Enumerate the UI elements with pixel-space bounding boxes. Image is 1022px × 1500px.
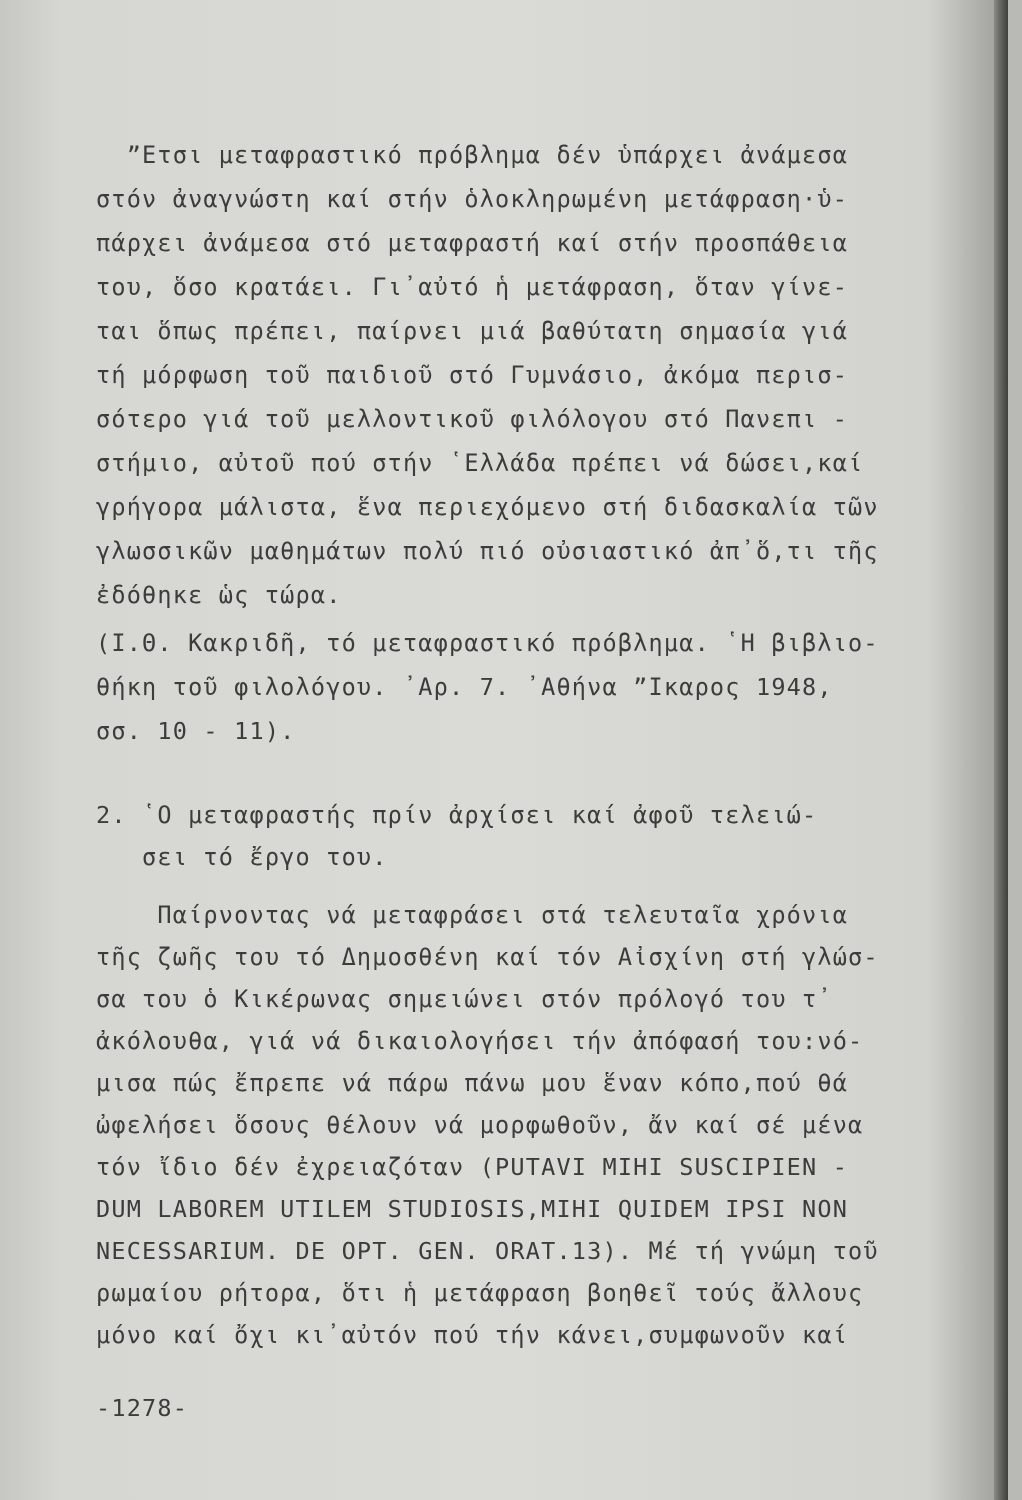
paragraph-2-line: ρωμαίου ρήτορα, ὅτι ἡ μετάφραση βοηθεῖ τούς ἄλλους <box>96 1279 864 1307</box>
page-edge-shadow <box>994 0 1008 1500</box>
paragraph-2-line: NECESSARIUM. DE OPT. GEN. ORAT.13). Μέ τή γνώμη τοῦ <box>96 1237 879 1265</box>
paragraph-1-line: γρήγορα μάλιστα, ἕνα περιεχόμενο στή διδασκαλία τῶν <box>96 493 879 521</box>
page-number: -1278- <box>96 1394 189 1422</box>
paragraph-1-line: σότερο γιά τοῦ μελλοντικοῦ φιλόλογου στό Πανεπι - <box>96 405 849 433</box>
paragraph-2-line: Παίρνοντας νά μεταφράσει στά τελευταῖα χρόνια <box>96 901 849 929</box>
section-heading-line: σει τό ἔργο του. <box>96 843 388 871</box>
paragraph-1-line: στόν ἀναγνώστη καί στήν ὁλοκληρωμένη μετάφραση·ὑ- <box>96 185 849 213</box>
paragraph-1-line: γλωσσικῶν μαθημάτων πολύ πιό οὐσιαστικό ἀπ᾽ὅ,τι τῆς <box>96 537 879 565</box>
paragraph-1-line: τή μόρφωση τοῦ παιδιοῦ στό Γυμνάσιο, ἀκόμα περισ- <box>96 361 849 389</box>
paragraph-2-line: ὠφελήσει ὅσους θέλουν νά μορφωθοῦν, ἄν καί σέ μένα <box>96 1111 864 1139</box>
paragraph-2-line: τόν ἴδιο δέν ἐχρειαζόταν (PUTAVI MIHI SUSCIPIEN - <box>96 1153 849 1181</box>
citation-line: θήκη τοῦ φιλολόγου. ᾽Αρ. 7. ᾽Αθήνα ”Ικαρος 1948, <box>96 673 833 701</box>
paragraph-1-line: στήμιο, αὐτοῦ πού στήν ῾Ελλάδα πρέπει νά δώσει,καί <box>96 449 864 477</box>
paragraph-2-line: μισα πώς ἔπρεπε νά πάρω πάνω μου ἕναν κόπο,πού θά <box>96 1069 849 1097</box>
section-heading-line: 2. ῾Ο μεταφραστής πρίν ἀρχίσει καί ἀφοῦ τελειώ- <box>96 801 818 829</box>
paragraph-1-line: ται ὅπως πρέπει, παίρνει μιά βαθύτατη σημασία γιά <box>96 317 849 345</box>
paragraph-2-line: DUM LABOREM UTILEM STUDIOSIS,MIHI QUIDEM IPSI NON <box>96 1195 849 1223</box>
paragraph-1-line: του, ὅσο κρατάει. Γι᾽αὐτό ἡ μετάφραση, ὅταν γίνε- <box>96 273 849 301</box>
citation-line: σσ. 10 - 11). <box>96 717 296 745</box>
paragraph-2-line: μόνο καί ὄχι κι᾽αὐτόν πού τήν κάνει,συμφωνοῦν καί <box>96 1321 849 1349</box>
paragraph-2-line: τῆς ζωῆς του τό Δημοσθένη καί τόν Αἰσχίνη στή γλώσ- <box>96 943 879 971</box>
paragraph-2-line: ἀκόλουθα, γιά νά δικαιολογήσει τήν ἀπόφασή του:νό- <box>96 1027 864 1055</box>
paragraph-1-line: πάρχει ἀνάμεσα στό μεταφραστή καί στήν προσπάθεια <box>96 229 849 257</box>
citation-line: (Ι.Θ. Κακριδῆ, τό μεταφραστικό πρόβλημα. ῾Η βιβλιο- <box>96 629 879 657</box>
paragraph-1-line: ”Ετσι μεταφραστικό πρόβλημα δέν ὑπάρχει ἀνάμεσα <box>96 141 849 169</box>
paragraph-2-line: σα του ὁ Κικέρωνας σημειώνει στόν πρόλογό του τ᾽ <box>96 985 833 1013</box>
paragraph-1-line: ἐδόθηκε ὡς τώρα. <box>96 581 342 609</box>
